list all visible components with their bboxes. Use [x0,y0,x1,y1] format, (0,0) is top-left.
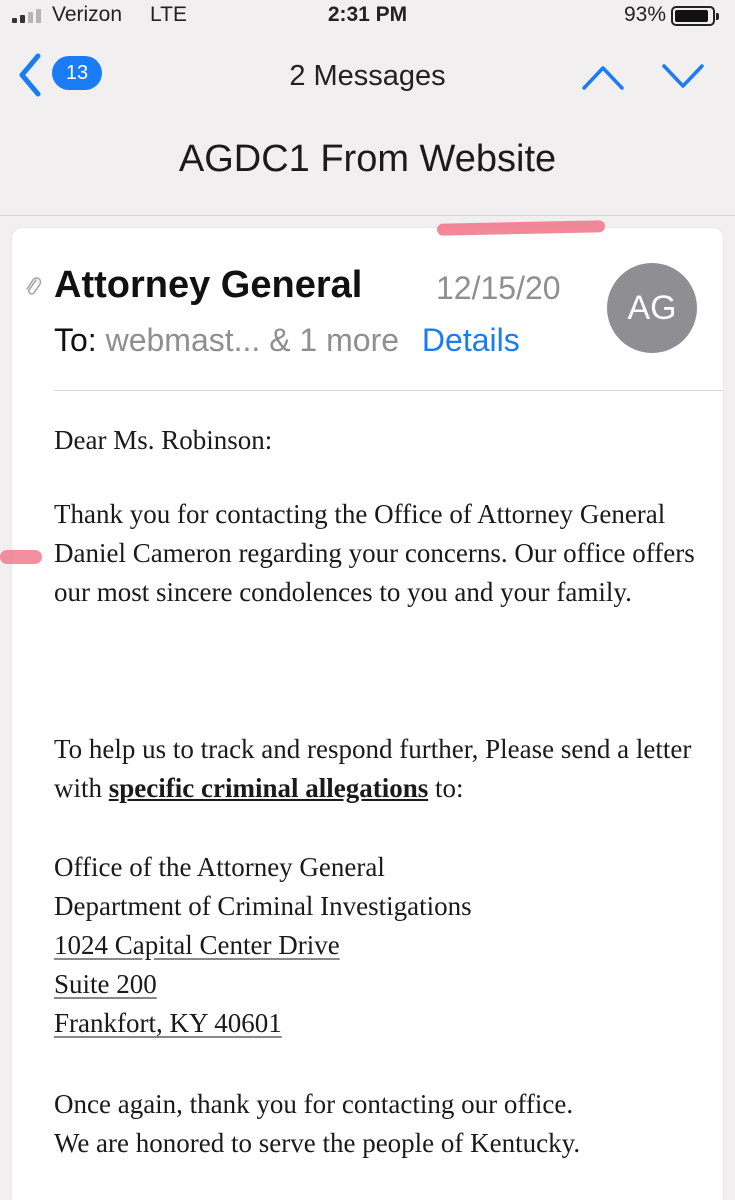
message-subject: AGDC1 From Website [178,138,557,180]
highlight-mark [0,550,42,564]
message-header-divider [54,390,723,391]
battery-nub [716,13,719,20]
header-divider [0,215,735,216]
battery-fill [675,10,708,22]
sender-avatar[interactable]: AG [607,263,697,353]
battery-percent: 93% [623,3,666,26]
closing-line: We are honored to serve the people of Kentucky. [54,1128,581,1158]
closing [54,1085,714,1163]
address-line: Office of the Attorney General [54,852,385,882]
message-date: 12/15/20 [436,270,561,306]
to-label: To: [54,322,97,358]
paragraph-text: to: [428,773,464,803]
nav-bar [0,40,735,115]
previous-message-icon[interactable] [580,62,626,92]
carrier-name: Verizon [52,3,123,26]
battery-icon [671,6,715,26]
address-link[interactable]: Frankfort, KY 40601 [54,1008,282,1038]
recipients-row [54,322,520,359]
address-link[interactable]: 1024 Capital Center Drive [54,930,340,960]
paragraph-text: To help us to track and respond further, Please send a letter with [54,734,692,803]
back-button-badge[interactable]: 13 [52,56,102,90]
nav-title: 2 Messages [289,60,446,92]
message-card [12,228,723,1200]
network-type: LTE [150,3,187,26]
status-bar [0,0,735,32]
sender-name: Attorney General [54,264,363,306]
body-paragraph-1: Thank you for contacting the Office of Attorney General Daniel Cameron regarding your concerns. Our office offers our most sincere condolences to you and your family. [54,499,695,607]
greeting: Dear Ms. Robinson: [54,425,273,455]
next-message-icon[interactable] [660,62,706,92]
address-link[interactable]: Suite 200 [54,969,157,999]
body-paragraph-2 [54,730,714,808]
recipients-value[interactable]: webmast... & 1 more [105,322,400,358]
closing-line: Once again, thank you for contacting our office. [54,1089,574,1119]
details-link[interactable]: Details [421,322,520,358]
status-time: 2:31 PM [327,3,408,26]
emphasized-text: specific criminal allegations [108,773,429,803]
attachment-icon [24,276,42,298]
mailing-address [54,848,714,1043]
address-line: Department of Criminal Investigations [54,891,472,921]
